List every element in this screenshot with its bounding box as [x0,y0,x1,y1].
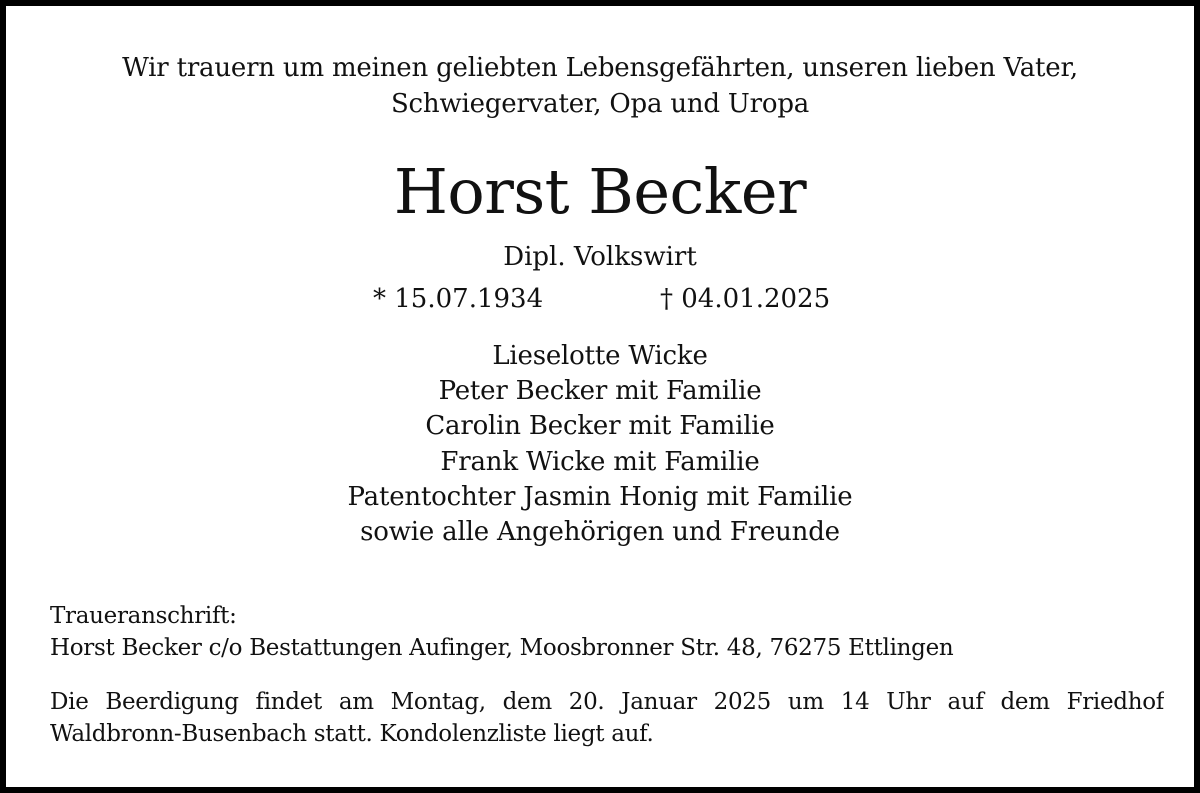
mourner-item: sowie alle Angehörigen und Freunde [360,517,840,548]
funeral-info [50,686,1164,750]
mourner-item: Peter Becker mit Familie [438,376,762,407]
funeral-line-2: Waldbronn-Busenbach statt. Kondolenzliste liegt auf. [50,721,654,747]
mourner-item: Frank Wicke mit Familie [440,446,760,477]
mourner-item: Lieselotte Wicke [492,341,708,371]
life-dates [6,281,1194,317]
mourning-address [50,600,953,664]
death-date: † 04.01.2025 [660,284,831,314]
intro-line-1: Wir trauern um meinen geliebten Lebensgefährten, unseren lieben Vater, [122,53,1078,83]
deceased-title: Dipl. Volkswirt [503,242,697,272]
funeral-line-1: Die Beerdigung findet am Montag, dem 20. Januar 2025 um 14 Uhr auf dem Friedhof [50,689,1164,715]
intro-line-2: Schwiegervater, Opa und Uropa [390,89,810,119]
mourner-item: Patentochter Jasmin Honig mit Familie [347,481,853,512]
address-text: Horst Becker c/o Bestattungen Aufinger, Moosbronner Str. 48, 76275 Ettlingen [50,635,954,661]
address-label: Traueranschrift: [50,603,237,629]
birth-date: * 15.07.1934 [373,284,544,314]
mourners-list [26,339,1174,550]
mourner-item: Carolin Becker mit Familie [425,411,775,442]
intro-text [26,50,1174,122]
deceased-name: Horst Becker [393,155,807,228]
